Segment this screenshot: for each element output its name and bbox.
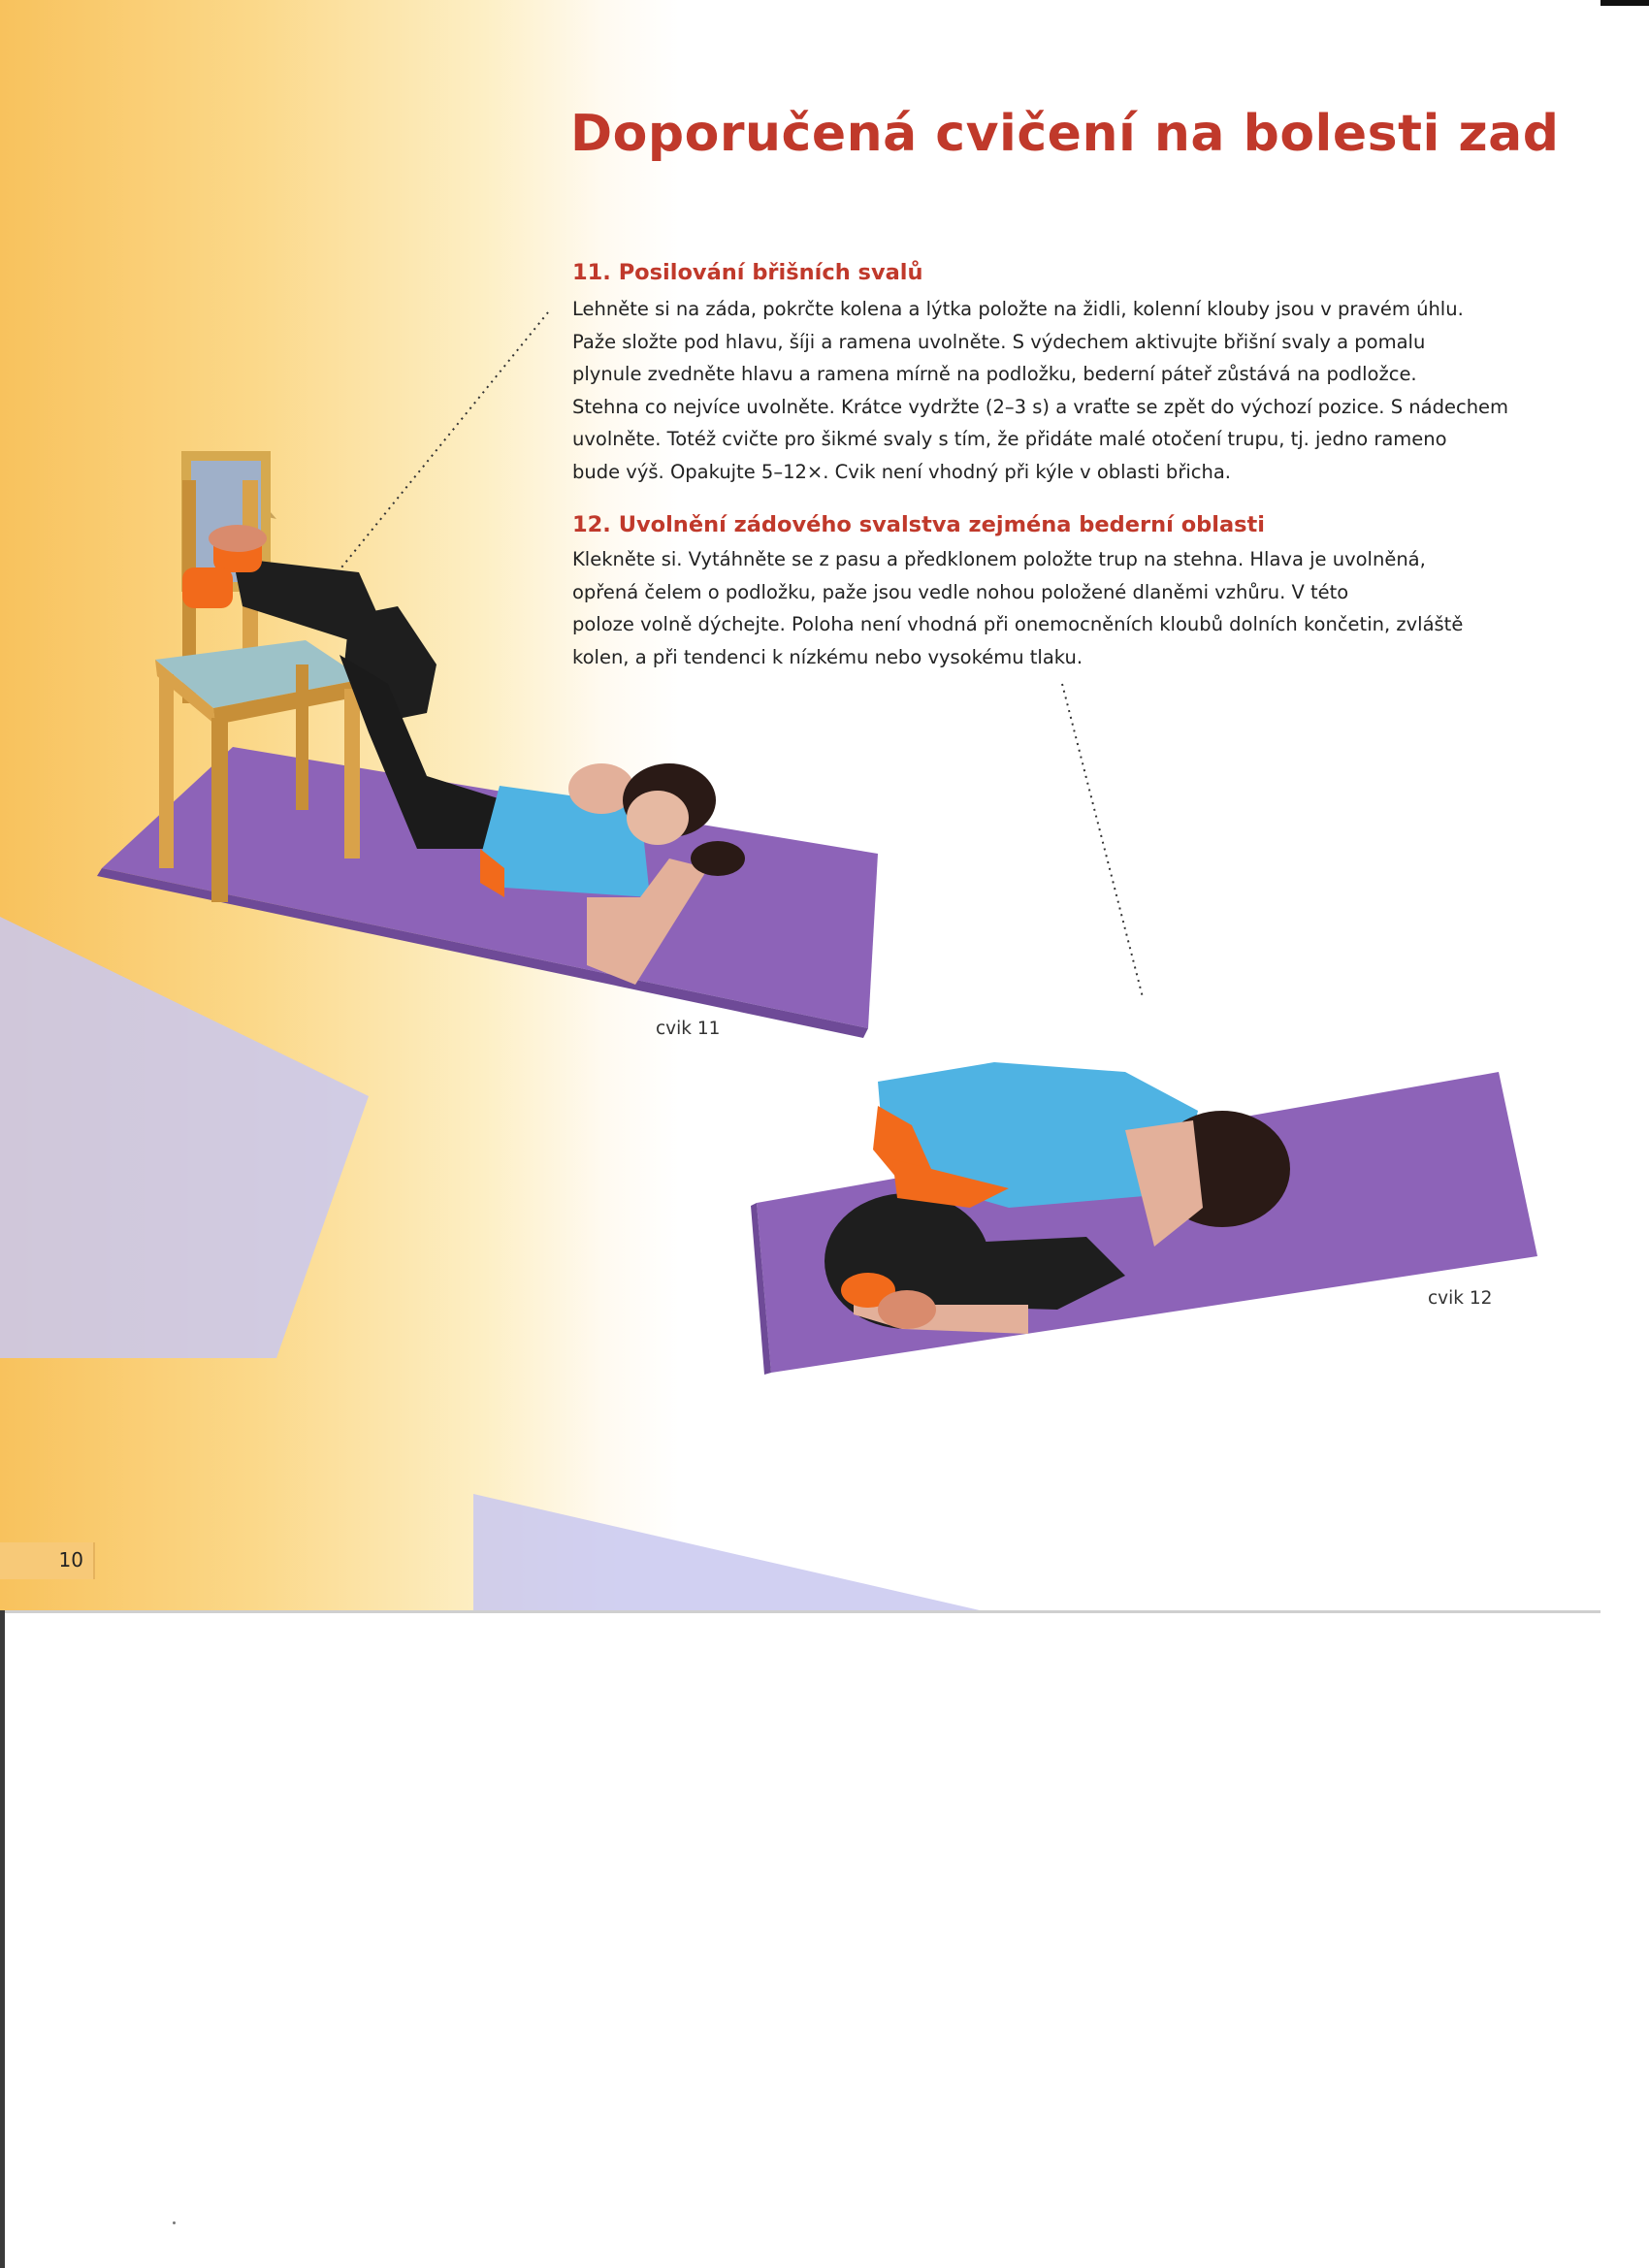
text-line: kolen, a při tendenci k nízkému nebo vysokému tlaku. <box>572 645 1083 668</box>
caption-exercise-11: cvik 11 <box>656 1019 721 1039</box>
exercise-12-heading: 12. Uvolnění zádového svalstva zejména bederní oblasti <box>572 512 1266 537</box>
page-number: 10 <box>58 1548 83 1571</box>
text-line: opřená čelem o podložku, paže jsou vedle nohou položené dlaněmi vzhůru. V této <box>572 580 1349 603</box>
text-line: Stehna co nejvíce uvolněte. Krátce vydržte (2–3 s) a vraťte se zpět do výchozí pozice. S nádechem <box>572 395 1509 418</box>
scan-left-border <box>0 1610 5 2268</box>
text-line: plynule zvedněte hlavu a ramena mírně na podložku, bederní páteř zůstává na podložce. <box>572 363 1417 385</box>
exercise-12-photo <box>737 1014 1542 1411</box>
caption-exercise-12: cvik 12 <box>1428 1288 1493 1309</box>
text-line: bude výš. Opakujte 5–12×. Cvik není vhodný při kýle v oblasti břicha. <box>572 460 1231 483</box>
lavender-shape-bottom <box>473 1494 980 1610</box>
text-line: Paže složte pod hlavu, šíji a ramena uvolněte. S výdechem aktivujte břišní svaly a pomalu <box>572 330 1426 353</box>
text-line: Klekněte si. Vytáhněte se z pasu a předklonem položte trup na stehna. Hlava je uvolněná, <box>572 548 1426 570</box>
page-title: Doporučená cvičení na bolesti zad <box>570 105 1560 163</box>
text-line: uvolněte. Totéž cvičte pro šikmé svaly s tím, že přidáte malé otočení trupu, tj. jedno rameno <box>572 428 1447 450</box>
scan-speck <box>173 2221 176 2224</box>
scan-corner-mark <box>1600 0 1649 6</box>
exercise-11-photo <box>97 441 892 1038</box>
exercise-11-heading: 11. Posilování břišních svalů <box>572 260 923 285</box>
text-line: Lehněte si na záda, pokrčte kolena a lýtka položte na židli, kolenní klouby jsou v pravém úhlu. <box>572 298 1464 320</box>
scan-page-edge <box>0 1610 1600 1613</box>
page-number-box <box>0 1542 95 1579</box>
text-line: poloze volně dýchejte. Poloha není vhodná při onemocněních kloubů dolních končetin, zvláště <box>572 613 1464 635</box>
